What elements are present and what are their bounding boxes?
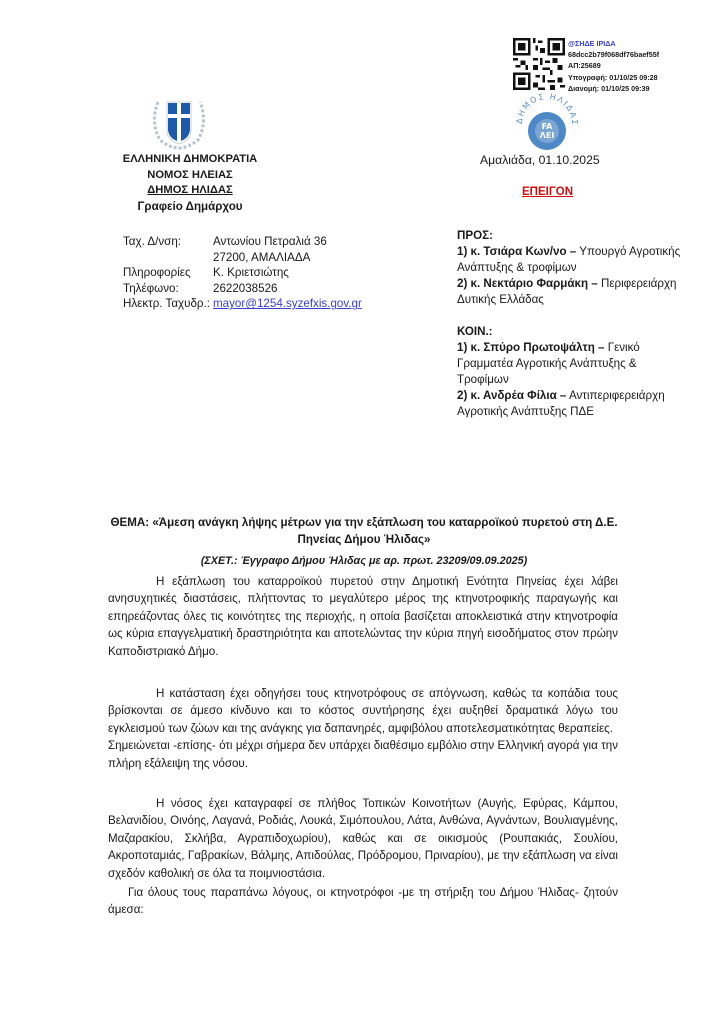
- greek-coat-of-arms-icon: [146, 94, 212, 150]
- contact-value: 2622038526: [213, 281, 278, 295]
- cc-item: [457, 340, 687, 388]
- seal-text: ΔΗΜΟΣ ΗΛΙΔΑΣ: [514, 91, 580, 127]
- contact-row-phone: [123, 281, 362, 297]
- contact-row-email: [123, 296, 362, 312]
- qr-code-icon: [513, 38, 565, 90]
- cc-name: 2) κ. Ανδρέα Φίλια –: [457, 389, 567, 402]
- stamp-distributed: Διανομή: 01/10/25 09:39: [568, 83, 650, 93]
- reference-line: (ΣΧΕΤ.: Έγγραφο Δήμου Ήλιδας με αρ. πρωτ. 23209/09.09.2025): [200, 555, 528, 567]
- recipient-role: Υπουργό Αγροτικής Ανάπτυξης & τροφίμων: [457, 245, 681, 274]
- body-paragraph-2: [108, 685, 618, 772]
- body-paragraph-3: [108, 795, 618, 882]
- cc-role: Αντιπεριφερειάρχη Αγροτικής Ανάπτυξης ΠΔΕ: [457, 389, 665, 418]
- recipient-item: [457, 276, 687, 308]
- issuing-organization: [100, 152, 280, 214]
- contact-info: [123, 234, 362, 312]
- contact-value: 27200, ΑΜΑΛΙΑΔΑ: [213, 250, 311, 264]
- stamp-protocol: ΑΠ:25689: [568, 61, 601, 71]
- org-country: ΕΛΛΗΝΙΚΗ ΔΗΜΟΚΡΑΤΙΑ: [122, 153, 258, 165]
- urgent-label: ΕΠΕΙΓΟΝ: [522, 186, 574, 198]
- contact-value: Αντωνίου Πετραλιά 36: [213, 235, 327, 248]
- contact-row-address: [123, 234, 362, 250]
- paragraph-text: Η κατάσταση έχει οδηγήσει τους κτηνοτρόφους σε απόγνωση, καθώς τα κοπάδια τους βρίσκονται σε άμεσο κίνδυνο και το κόστος συντήρησης έχει αυξηθεί δραματικά λόγω του εγκλεισμού των ζώων και της ανάγκης για δαπανηρές, αμφιβόλου αποτελεσματικότητας θεραπείες.: [108, 687, 618, 735]
- paragraph-text: Η νόσος έχει καταγραφεί σε πλήθος Τοπικών Κοινοτήτων (Αυγής, Εφύρας, Κάμπου, Βελανιδίου, Οινόης, Λαγανά, Ροδιάς, Λουκά, Σιμόπουλου, Λάτα, Ανθώνα, Αγνάντων, Βουλιαγμένης, Μαζαρακίου, Σκλήβα, Αγραπιδοχωρίου), καθώς και σε οικισμούς (Ρουπακιάς, Σουλίου, Ακροποταμιάς, Γαβρακίων, Βάλμης, Απιδούλας, Πρόδρομου, Πριναρίου), με την εξάπλωση να είναι σχεδόν καθολική σε όλα τα ποιμνιοστάσια.: [108, 797, 618, 880]
- contact-row-info: [123, 265, 362, 281]
- paragraph-text: Η εξάπλωση του καταρροϊκού πυρετού στην Δημοτική Ενότητα Πηνείας έχει λάβει ανησυχητικές διαστάσεις, πλήττοντας το μεγαλύτερο μέρος της κτηνοτροφικής παραγωγής και επηρεάζοντας όλες τις κοινότητες της περιοχής, η οποία βασίζεται αποκλειστικά στην κτηνοτροφία ως κύρια επαγγελματική δραστηριότητα και αποτελώντας την κύρια πηγή εισοδήματος στον πρώην Καποδιστριακό Δήμο.: [108, 575, 618, 658]
- subject-heading: ΘΕΜΑ: «Άμεση ανάγκη λήψης μέτρων για την εξάπλωση του καταρροϊκού πυρετού στη Δ.Ε. Πηνείας Δήμου Ήλιδας»: [110, 516, 618, 546]
- contact-row-postcode: [123, 250, 362, 266]
- recipient-item: [457, 244, 687, 276]
- recipient-name: 1) κ. Τσιάρα Κων/νο –: [457, 245, 577, 258]
- stamp-brand: @ΣΗΔΕ ΙΡΙΔΑ: [568, 39, 616, 48]
- municipality-seal-icon: [512, 86, 582, 154]
- contact-value: Κ. Κριετσιώτης: [213, 266, 289, 280]
- org-municipality: ΔΗΜΟΣ ΗΛΙΔΑΣ: [147, 184, 233, 197]
- stamp-hash: 68dcc2b79f068df76baef55f: [568, 50, 660, 60]
- body-paragraph-1: [108, 573, 618, 660]
- cc-heading: ΚΟΙΝ.:: [457, 325, 493, 338]
- recipient-name: 2) κ. Νεκτάριο Φαρμάκη –: [457, 277, 598, 290]
- recipients: [457, 228, 687, 420]
- contact-label: Τηλέφωνο:: [123, 281, 179, 295]
- recipient-role: Περιφερειάρχη Δυτικής Ελλάδας: [457, 277, 677, 306]
- paragraph-text: Σημειώνεται -επίσης- ότι μέχρι σήμερα δεν υπάρχει διαθέσιμο εμβόλιο στην Ελληνική αγορά για την πλήρη εξάλειψη της νόσου.: [108, 739, 618, 770]
- body-paragraph-4: [108, 884, 618, 919]
- cc-name: 1) κ. Σπύρο Πρωτοψάλτη –: [457, 341, 605, 354]
- contact-label: [123, 250, 213, 266]
- contact-label: Ηλεκτρ. Ταχυδρ.:: [123, 297, 210, 311]
- contact-label: Πληροφορίες: [123, 266, 191, 280]
- org-prefecture: ΝΟΜΟΣ ΗΛΕΙΑΣ: [147, 168, 233, 181]
- to-heading: ΠΡΟΣ:: [457, 229, 493, 242]
- place-date: Αμαλιάδα, 01.10.2025: [480, 153, 600, 167]
- svg-text:ΛΕΙ: ΛΕΙ: [539, 131, 555, 140]
- cc-role: Γενικό Γραμματέα Αγροτικής Ανάπτυξης & Τροφίμων: [457, 341, 640, 386]
- email-link[interactable]: mayor@1254.syzefxis.gov.gr: [213, 297, 362, 311]
- org-office: Γραφείο Δημάρχου: [137, 199, 243, 213]
- cc-item: [457, 388, 687, 420]
- paragraph-text: Για όλους τους παραπάνω λόγους, οι κτηνοτρόφοι -με τη στήριξη του Δήμου Ήλιδας- ζητούν άμεσα:: [108, 886, 618, 917]
- contact-label: Ταχ. Δ/νση:: [123, 235, 181, 248]
- svg-text:FA: FA: [541, 122, 553, 131]
- stamp-signed: Υπογραφή: 01/10/25 09:28: [568, 72, 658, 82]
